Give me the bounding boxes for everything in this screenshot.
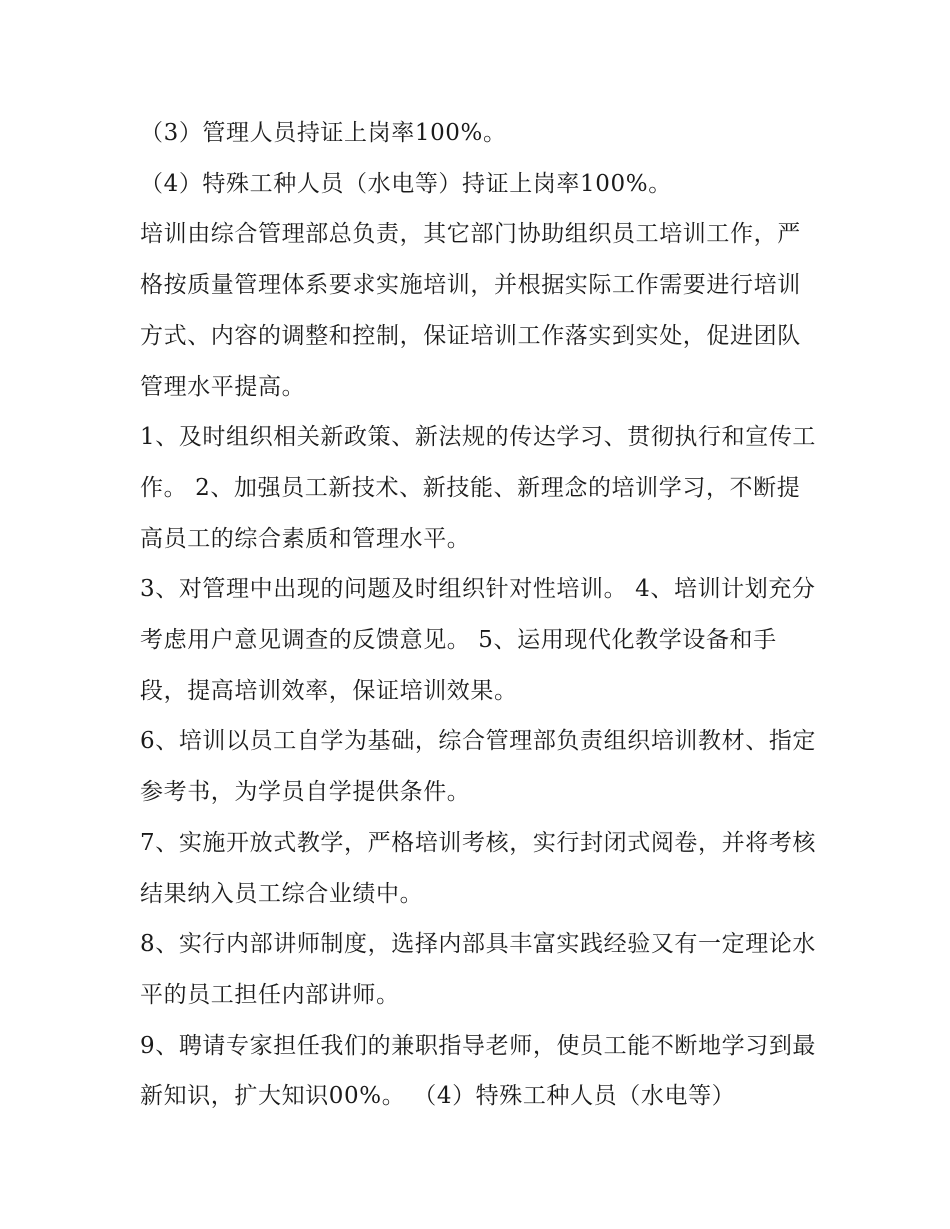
paragraph-training-responsibility: 培训由综合管理部总负责，其它部门协助组织员工培训工作，严格按质量管理体系要求实施培训，并根据实际工作需要进行培训方式、内容的调整和控制，保证培训工作落实到实处，促进团队管理水平提高。: [140, 221, 801, 400]
paragraph-special-worker-certification: （4）特殊工种人员（水电等）持证上岗率100%。: [140, 170, 672, 197]
paragraph-item-7: 7、实施开放式教学，严格培训考核，实行封闭式阅卷，并将考核结果纳入员工综合业绩中。: [140, 829, 817, 907]
paragraph-item-8: 8、实行内部讲师制度，选择内部具丰富实践经验又有一定理论水平的员工担任内部讲师。: [140, 931, 817, 1008]
paragraph-items-3-5: 3、对管理中出现的问题及时组织针对性培训。 4、培训计划充分考虑用户意见调查的反馈意见。 5、运用现代化教学设备和手段，提高培训效率，保证培训效果。: [140, 576, 816, 704]
paragraph-item-6: 6、培训以员工自学为基础，综合管理部负责组织培训教材、指定参考书，为学员自学提供条件。: [140, 728, 817, 806]
paragraph-management-certification: （3）管理人员持证上岗率100%。: [140, 120, 507, 146]
paragraph-item-9: 9、聘请专家担任我们的兼职指导老师，使员工能不断地学习到最新知识，扩大知识00%。 （4）特殊工种人员（水电等）: [140, 1032, 817, 1110]
paragraph-items-1-2: 1、及时组织相关新政策、新法规的传达学习、贯彻执行和宣传工作。 2、加强员工新技术、新技能、新理念的培训学习，不断提高员工的综合素质和管理水平。: [140, 424, 817, 552]
document-body: [140, 108, 820, 1122]
